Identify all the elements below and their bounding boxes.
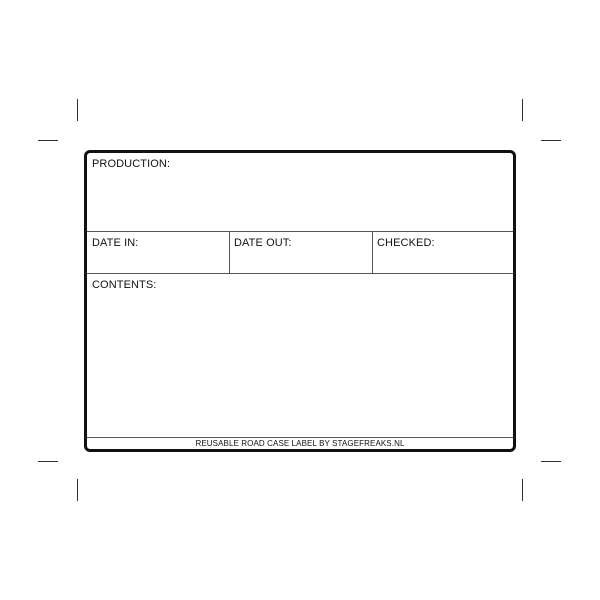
checked-field-label: CHECKED: — [377, 237, 435, 249]
crop-mark-top-left — [77, 99, 78, 121]
crop-mark-right-lower — [541, 461, 561, 462]
divider-date-in — [229, 231, 230, 273]
divider-dates — [87, 273, 513, 274]
contents-field-label: CONTENTS: — [92, 279, 157, 291]
crop-mark-right-upper — [541, 140, 561, 141]
crop-mark-left-lower — [38, 461, 58, 462]
production-field-label: PRODUCTION: — [92, 158, 171, 170]
label-footer-text: REUSABLE ROAD CASE LABEL BY STAGEFREAKS.NL — [195, 439, 405, 448]
crop-mark-bottom-right — [522, 479, 523, 501]
date-out-field-label: DATE OUT: — [234, 237, 292, 249]
date-in-field-label: DATE IN: — [92, 237, 139, 249]
divider-production — [87, 231, 513, 232]
crop-mark-bottom-left — [77, 479, 78, 501]
crop-mark-top-right — [522, 99, 523, 121]
crop-mark-left-upper — [38, 140, 58, 141]
divider-date-out — [372, 231, 373, 273]
road-case-label — [84, 150, 516, 452]
